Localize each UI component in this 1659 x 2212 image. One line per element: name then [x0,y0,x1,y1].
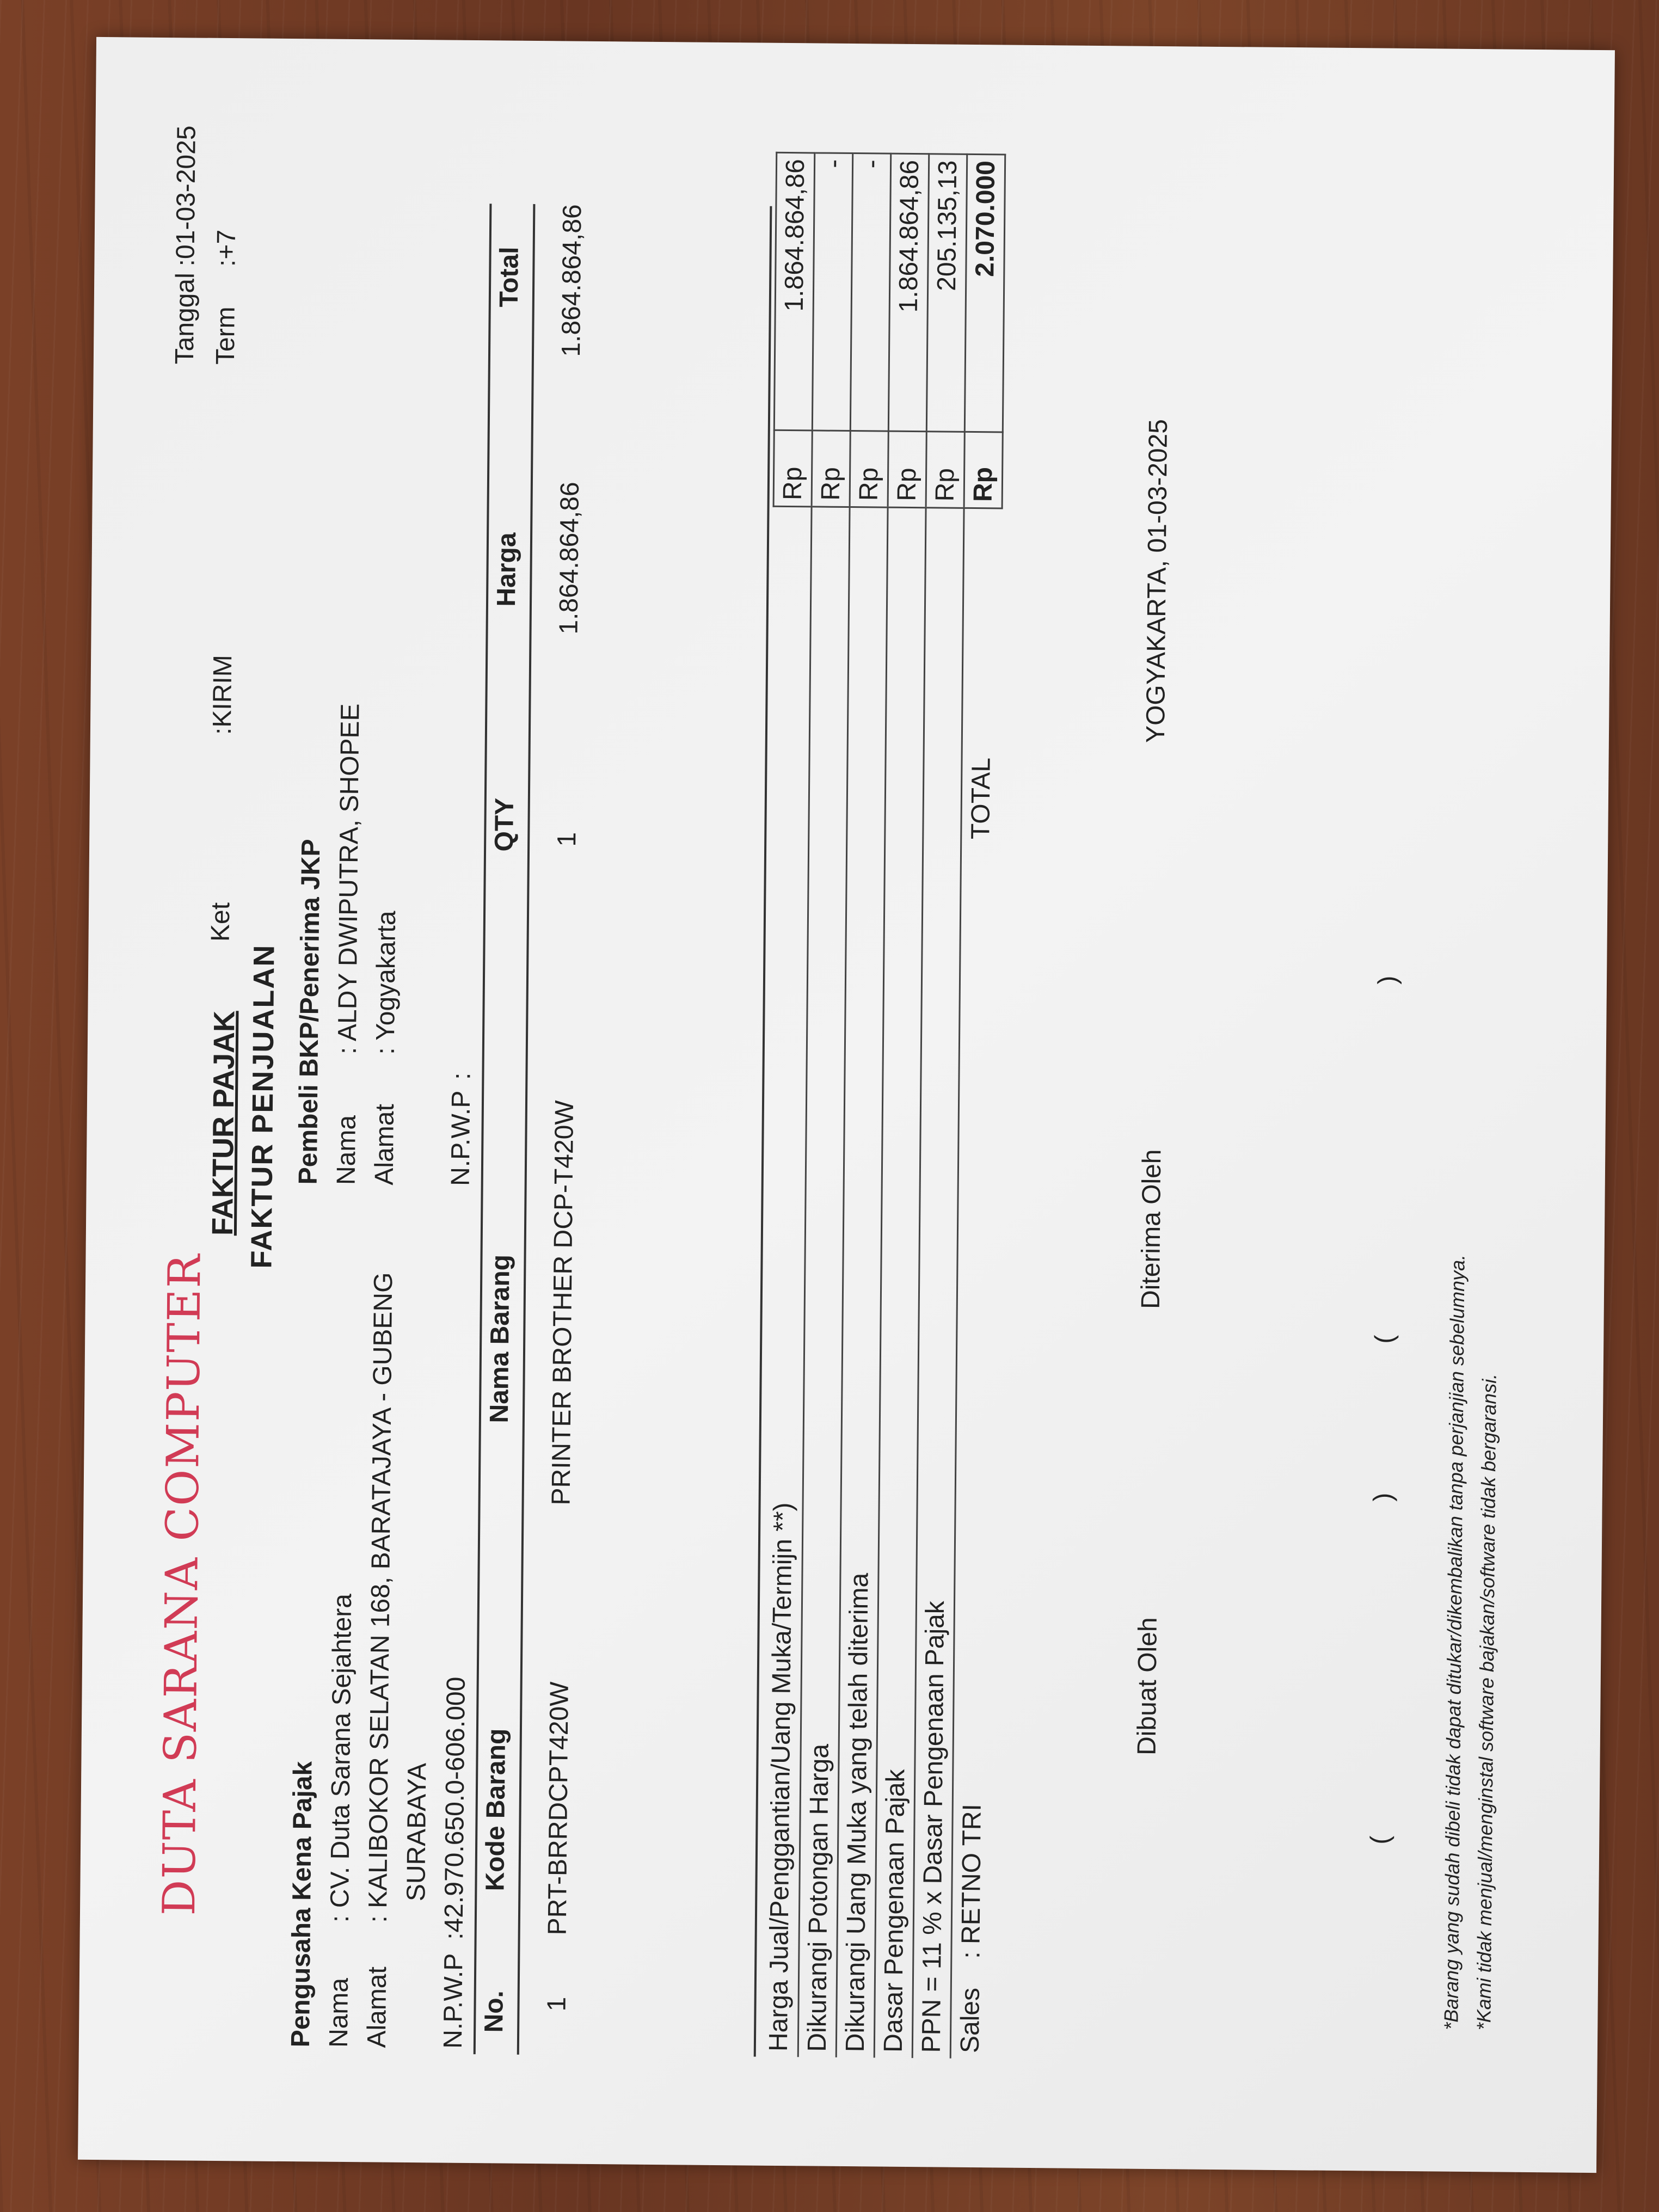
summary-value: 205.135,13 [926,154,967,432]
seller-alamat: : KALIBOKOR SELATAN 168, BARATAJAYA - GUBENG [363,1272,398,1923]
item-qty: 1 [552,832,582,847]
title-faktur-pajak: FAKTUR PAJAK [206,1010,241,1236]
buyer-heading: Pembeli BKP/Penerima JKP [293,839,326,1185]
sign-paren-open-1: ( [1366,1835,1395,1845]
item-nama: PRINTER BROTHER DCP-T420W [546,1100,580,1506]
invoice-document [89,124,1597,2151]
sales-label: Sales [955,1987,985,2054]
total-value: 2.070.000 [964,154,1005,432]
ket-label: Ket [206,902,236,942]
sales-value: : RETNO TRI [956,1803,987,1959]
item-kode: PRT-BRRDCPT420W [543,1681,574,1936]
title-faktur-penjualan: FAKTUR PENJUALAN [245,944,281,1269]
summary-label: PPN = 11 % x Dasar Pengenaan Pajak [912,508,964,2059]
col-harga-header: Harga [491,532,522,607]
col-no-header: No. [480,1990,509,2033]
buyer-alamat-label: Alamat [370,1103,400,1185]
seller-nama: : CV. Duta Sarana Sejahtera [325,1593,358,1923]
buyer-nama-label: Nama [331,1115,361,1185]
buyer-npwp: : [447,1072,476,1080]
total-label: TOTAL [966,757,996,840]
note-2: *Kami tidak menjual/menginstal software bajakan/software tidak bergaransi. [1472,1373,1501,2031]
col-kode-header: Kode Barang [481,1728,511,1891]
buyer-alamat: : Yogyakarta [371,911,402,1055]
summary-currency: Rp [888,431,926,508]
term-label: Term [211,306,241,365]
buyer-npwp-label: N.P.W.P [446,1090,476,1187]
col-nama-header: Nama Barang [484,1254,515,1423]
buyer-nama: : ALDY DWIPUTRA, SHOPEE [333,703,365,1055]
summary-currency: Rp [850,431,888,507]
note-1: *Barang yang sudah dibeli tidak dapat ditukar/dikembalikan tanpa perjanjian sebelumnya. [1440,1254,1469,2030]
summary-currency: Rp [812,431,850,507]
item-total: 1.864.864,86 [556,204,587,357]
col-qty-header: QTY [490,797,519,852]
tanggal-label: Tanggal [170,272,200,365]
summary-currency: Rp [926,432,964,508]
sign-paren-open-2: ( [1370,1335,1399,1344]
summary-label: Harga Jual/Penggantian/Uang Muka/Termijn **) [760,506,812,2057]
seller-npwp: :42.970.650.0-606.000 [439,1676,471,1940]
summary-label: Dikurangi Potongan Harga [798,507,850,2057]
summary-table [759,152,1006,2059]
summary-value: - [812,153,852,431]
seller-alamat-label: Alamat [362,1966,392,2048]
summary-value: - [850,153,890,431]
seller-nama-label: Nama [324,1977,354,2048]
sign-paren-close-1: ) [1368,1492,1398,1502]
received-by-label: Diterima Oleh [1136,1149,1167,1310]
summary-value: 1.864.864,86 [888,153,929,431]
company-name: DUTA SARANA COMPUTER [153,1253,211,1916]
items-header-rule [517,204,536,2055]
summary-value: 1.864.864,86 [774,152,814,430]
summary-currency: Rp [773,430,812,507]
item-harga: 1.864.864,86 [554,482,585,635]
sign-paren-close-2: ) [1373,975,1403,985]
term-value: :+7 [212,229,241,267]
made-by-label: Dibuat Oleh [1132,1617,1163,1756]
item-no: 1 [542,1996,572,2012]
place-date: YOGYAKARTA, 01-03-2025 [1141,419,1173,744]
col-total-header: Total [494,247,524,308]
seller-alamat-line2: SURABAYA [402,1762,432,1902]
summary-label: Dikurangi Uang Muka yang telah diterima [836,507,888,2057]
summary-label: Dasar Pengenaan Pajak [874,507,926,2058]
invoice-paper [78,37,1615,2173]
ket-value: :KIRIM [207,655,238,735]
seller-heading: Pengusaha Kena Pajak [286,1761,318,2048]
tanggal-value: :01-03-2025 [171,125,201,267]
total-currency: Rp [964,432,1003,508]
seller-npwp-label: N.P.W.P [438,1953,469,2049]
